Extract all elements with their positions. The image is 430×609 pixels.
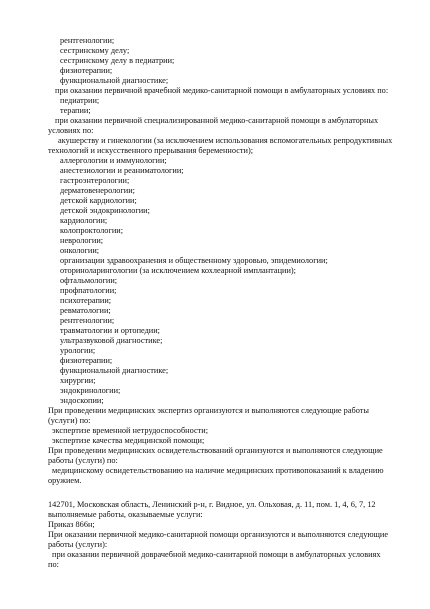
text-line: условиях по: (48, 126, 94, 135)
text-line: эндокринологии; (60, 386, 121, 395)
text-line: детской эндокринологии; (60, 206, 150, 215)
text-line: (услуги) по: (48, 416, 91, 425)
text-line: акушерству и гинекологии (за исключением использования вспомогательных репродуктивных (58, 136, 393, 145)
text-line: рентгенологии; (60, 316, 115, 325)
text-line: При оказании первичной медико-санитарной помощи организуются и выполняются следующие (48, 530, 389, 539)
text-line: функциональной диагностике; (60, 366, 169, 375)
text-line: аллергологии и иммунологии; (60, 156, 167, 165)
text-line: при оказании первичной врачебной медико-санитарной помощи в амбулаторных условиях по: (55, 86, 389, 95)
text-line: при оказании первичной специализированной медико-санитарной помощи в амбулаторных (55, 116, 379, 125)
text-line: при оказании первичной доврачебной медико-санитарной помощи в амбулаторных условиях (52, 550, 381, 559)
text-line: При проведении медицинских освидетельствований организуются и выполняются следующие (48, 446, 383, 455)
text-line: Приказ 866н; (48, 520, 95, 529)
text-line: эндоскопии; (60, 396, 104, 405)
text-line: урологии; (60, 346, 96, 355)
text-line: организации здравоохранения и общественному здоровью, эпидемиологии; (60, 256, 328, 265)
text-line: по: (48, 560, 59, 569)
text-line: экспертизе временной нетрудоспособности; (52, 426, 209, 435)
text-line: педиатрии; (60, 96, 100, 105)
text-line: терапии; (60, 106, 91, 115)
text-line: экспертизе качества медицинской помощи; (52, 436, 205, 445)
text-line: работы (услуги) по: (48, 456, 118, 465)
text-line: онкологии; (60, 246, 100, 255)
text-line: 142701, Московская область, Ленинский р-н, г. Видное, ул. Ольховая, д. 11, пом. 1, 4, 6, 7, 12 (48, 500, 376, 509)
text-line: травматологии и ортопедии; (60, 326, 160, 335)
text-line: ревматологии; (60, 306, 111, 315)
text-line: работы (услуги): (48, 540, 108, 549)
text-line: ультразвуковой диагностике; (60, 336, 163, 345)
text-line: технологий и искусственного прерывания беременности); (48, 146, 254, 155)
text-line: медицинскому освидетельствованию на наличие медицинских противопоказаний к владению (52, 466, 384, 475)
text-line: физиотерапии; (60, 356, 113, 365)
text-line: колопроктологии; (60, 226, 124, 235)
text-line: офтальмологии; (60, 276, 118, 285)
text-line: физиотерапии; (60, 66, 113, 75)
text-line: сестринскому делу в педиатрии; (60, 56, 175, 65)
text-line: рентгенологии; (60, 36, 115, 45)
text-line: хирургии; (60, 376, 96, 385)
text-line: оториноларингологии (за исключением кохлеарной имплантации); (60, 266, 296, 275)
text-line: функциональной диагностике; (60, 76, 169, 85)
text-line: оружием. (48, 476, 82, 485)
text-line: сестринскому делу; (60, 46, 130, 55)
text-line: детской кардиологии; (60, 196, 137, 205)
text-line: профпатологии; (60, 286, 117, 295)
text-line: неврологии; (60, 236, 104, 245)
text-line: анестезиологии и реаниматологии; (60, 166, 184, 175)
text-line: гастроэнтерологии; (60, 176, 130, 185)
text-line: психотерапии; (60, 296, 112, 305)
text-line: выполняемые работы, оказываемые услуги: (48, 510, 203, 519)
text-line: При проведении медицинских экспертиз организуются и выполняются следующие работы (48, 406, 369, 415)
text-line: дерматовенерологии; (60, 186, 135, 195)
text-line: кардиологии; (60, 216, 108, 225)
